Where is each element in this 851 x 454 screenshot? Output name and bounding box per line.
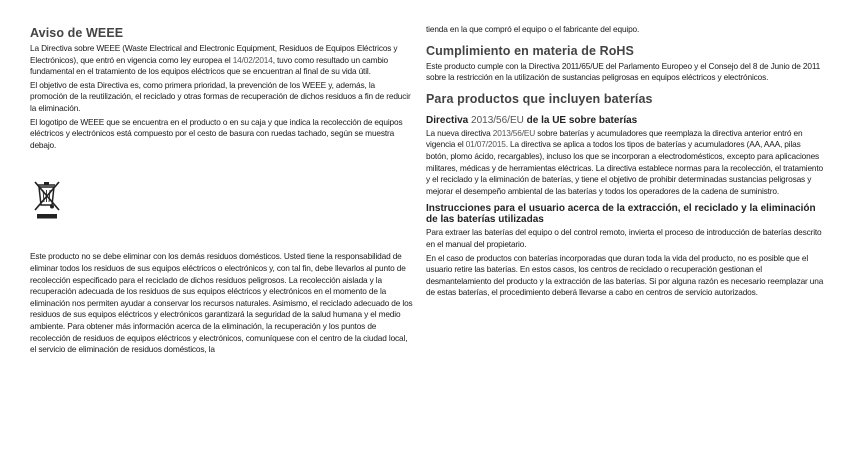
weee-p1-text-b: , tuvo como resultado un cambio fundamental en el tratamiento de los equipos eléctricos que se encuentran al final de su vida útil. [30, 54, 388, 77]
instructions-heading: Instrucciones para el usuario acerca de la extracción, el reciclado y la eliminación de las baterías utilizadas [426, 203, 816, 226]
directive-heading-a: Directiva [426, 114, 472, 126]
weee-title: Aviso de WEEE [30, 26, 124, 40]
instructions-paragraph-1: Para extraer las baterías del equipo o del control remoto, invierta el proceso de introducción de baterías descrito en el manual del propietario. [426, 227, 822, 249]
directive-p-date1: 2013/56/EU [492, 127, 536, 138]
left-column [30, 26, 414, 358]
weee-continuation: tienda en la que compró el equipo o el fabricante del equipo. [426, 24, 640, 34]
right-column [426, 24, 824, 301]
weee-p1-date: 14/02/2014 [232, 54, 273, 65]
rohs-title: Cumplimiento en materia de RoHS [426, 43, 634, 58]
weee-paragraph-4: Este producto no se debe eliminar con los demás residuos domésticos. Usted tiene la responsabilidad de eliminar todos los residuos de sus equipos eléctricos o electrónicos y, con tal fin, debe llevarlos al punto de recolección especificado para el reciclado de dichos residuos peligrosos. La recolección aislada y la recuperación adecuada de los residuos de sus equipos eléctricos y electrónicos en el momento de la eliminación nos permiten ayudar a conservar los recursos naturales. Asimismo, el reciclado adecuado de los residuos de sus equipos eléctricos y electrónicos garantizará la seguridad de la salud humana y el medio ambiente. Para obtener más información acerca de la eliminación, la recuperación y los puntos de recolección de residuos de equipos eléctricos y electrónicos, comuníquese con el centro de la ciudad local, el servicio de eliminación de residuos domésticos, la [30, 251, 413, 355]
instructions-paragraph-2: En el caso de productos con baterías incorporadas que duran toda la vida del producto, no es posible que el usuario retire las baterías. En estos casos, los centros de reciclado o recuperación gestionan el desmantelamiento del producto y la extracción de las baterías. Si por alguna razón es necesario reemplazar una de estas baterías, el procedimiento deberá llevarse a cabo en centros de servicio autorizados. [426, 252, 824, 298]
directive-p-c: . La directiva se aplica a todos los tipos de baterías y acumuladores (AA, AAA, pilas botón, plomo ácido, recargables), incluso los que se incorporan a electrodomésticos, excepto para aplicaciones militares, médicas y de herramientas eléctricas. La directiva establece normas para la recolección, el tratamiento y el reciclado y la eliminación de baterías, y tiene el objetivo de prohibir determinadas sustancias peligrosas y mejorar el desempeño ambiental de las baterías y todos los operadores de la cadena de suministro. [426, 139, 824, 196]
weee-paragraph-2: El objetivo de esta Directiva es, como primera prioridad, la prevención de los WEEE y, además, la promoción de la reutilización, el reciclado y otras formas de recuperación de dichos residuos a fin de reducir la eliminación. [30, 79, 411, 113]
battery-directive-paragraph [426, 128, 824, 198]
weee-paragraph-1 [30, 43, 414, 78]
directive-heading-date: 2013/56/EU [471, 114, 524, 126]
rohs-paragraph: Este producto cumple con la Directiva 2011/65/UE del Parlamento Europeo y el Consejo del 8 de Junio de 2011 sobre la restricción en la utilización de sustancias peligrosas en equipos eléctricos y electrónicos. [426, 60, 821, 83]
directive-p-date2: 01/07/2015 [465, 139, 506, 150]
weee-p1-text-a: La Directiva sobre WEEE (Waste Electrical and Electronic Equipment, Residuos de Equipos Eléctricos y Electrónicos), que entró en vigencia como ley europea el [30, 43, 398, 65]
directive-heading-b: de la UE sobre baterías [523, 114, 638, 126]
directive-p-a: La nueva directiva [426, 127, 493, 138]
weee-paragraph-3: El logotipo de WEEE que se encuentra en el producto o en su caja y que indica la recolección de equipos eléctricos y electrónicos está compuesto por el cesto de basura con ruedas tachado, según se muestra debajo. [30, 116, 403, 150]
directive-p-b: sobre baterías y acumuladores que reemplaza la directiva anterior entró en vigencia el [426, 127, 803, 150]
battery-directive-heading [426, 115, 824, 126]
crossed-wheelie-bin-icon [32, 179, 62, 221]
battery-title: Para productos que incluyen baterías [426, 91, 653, 106]
